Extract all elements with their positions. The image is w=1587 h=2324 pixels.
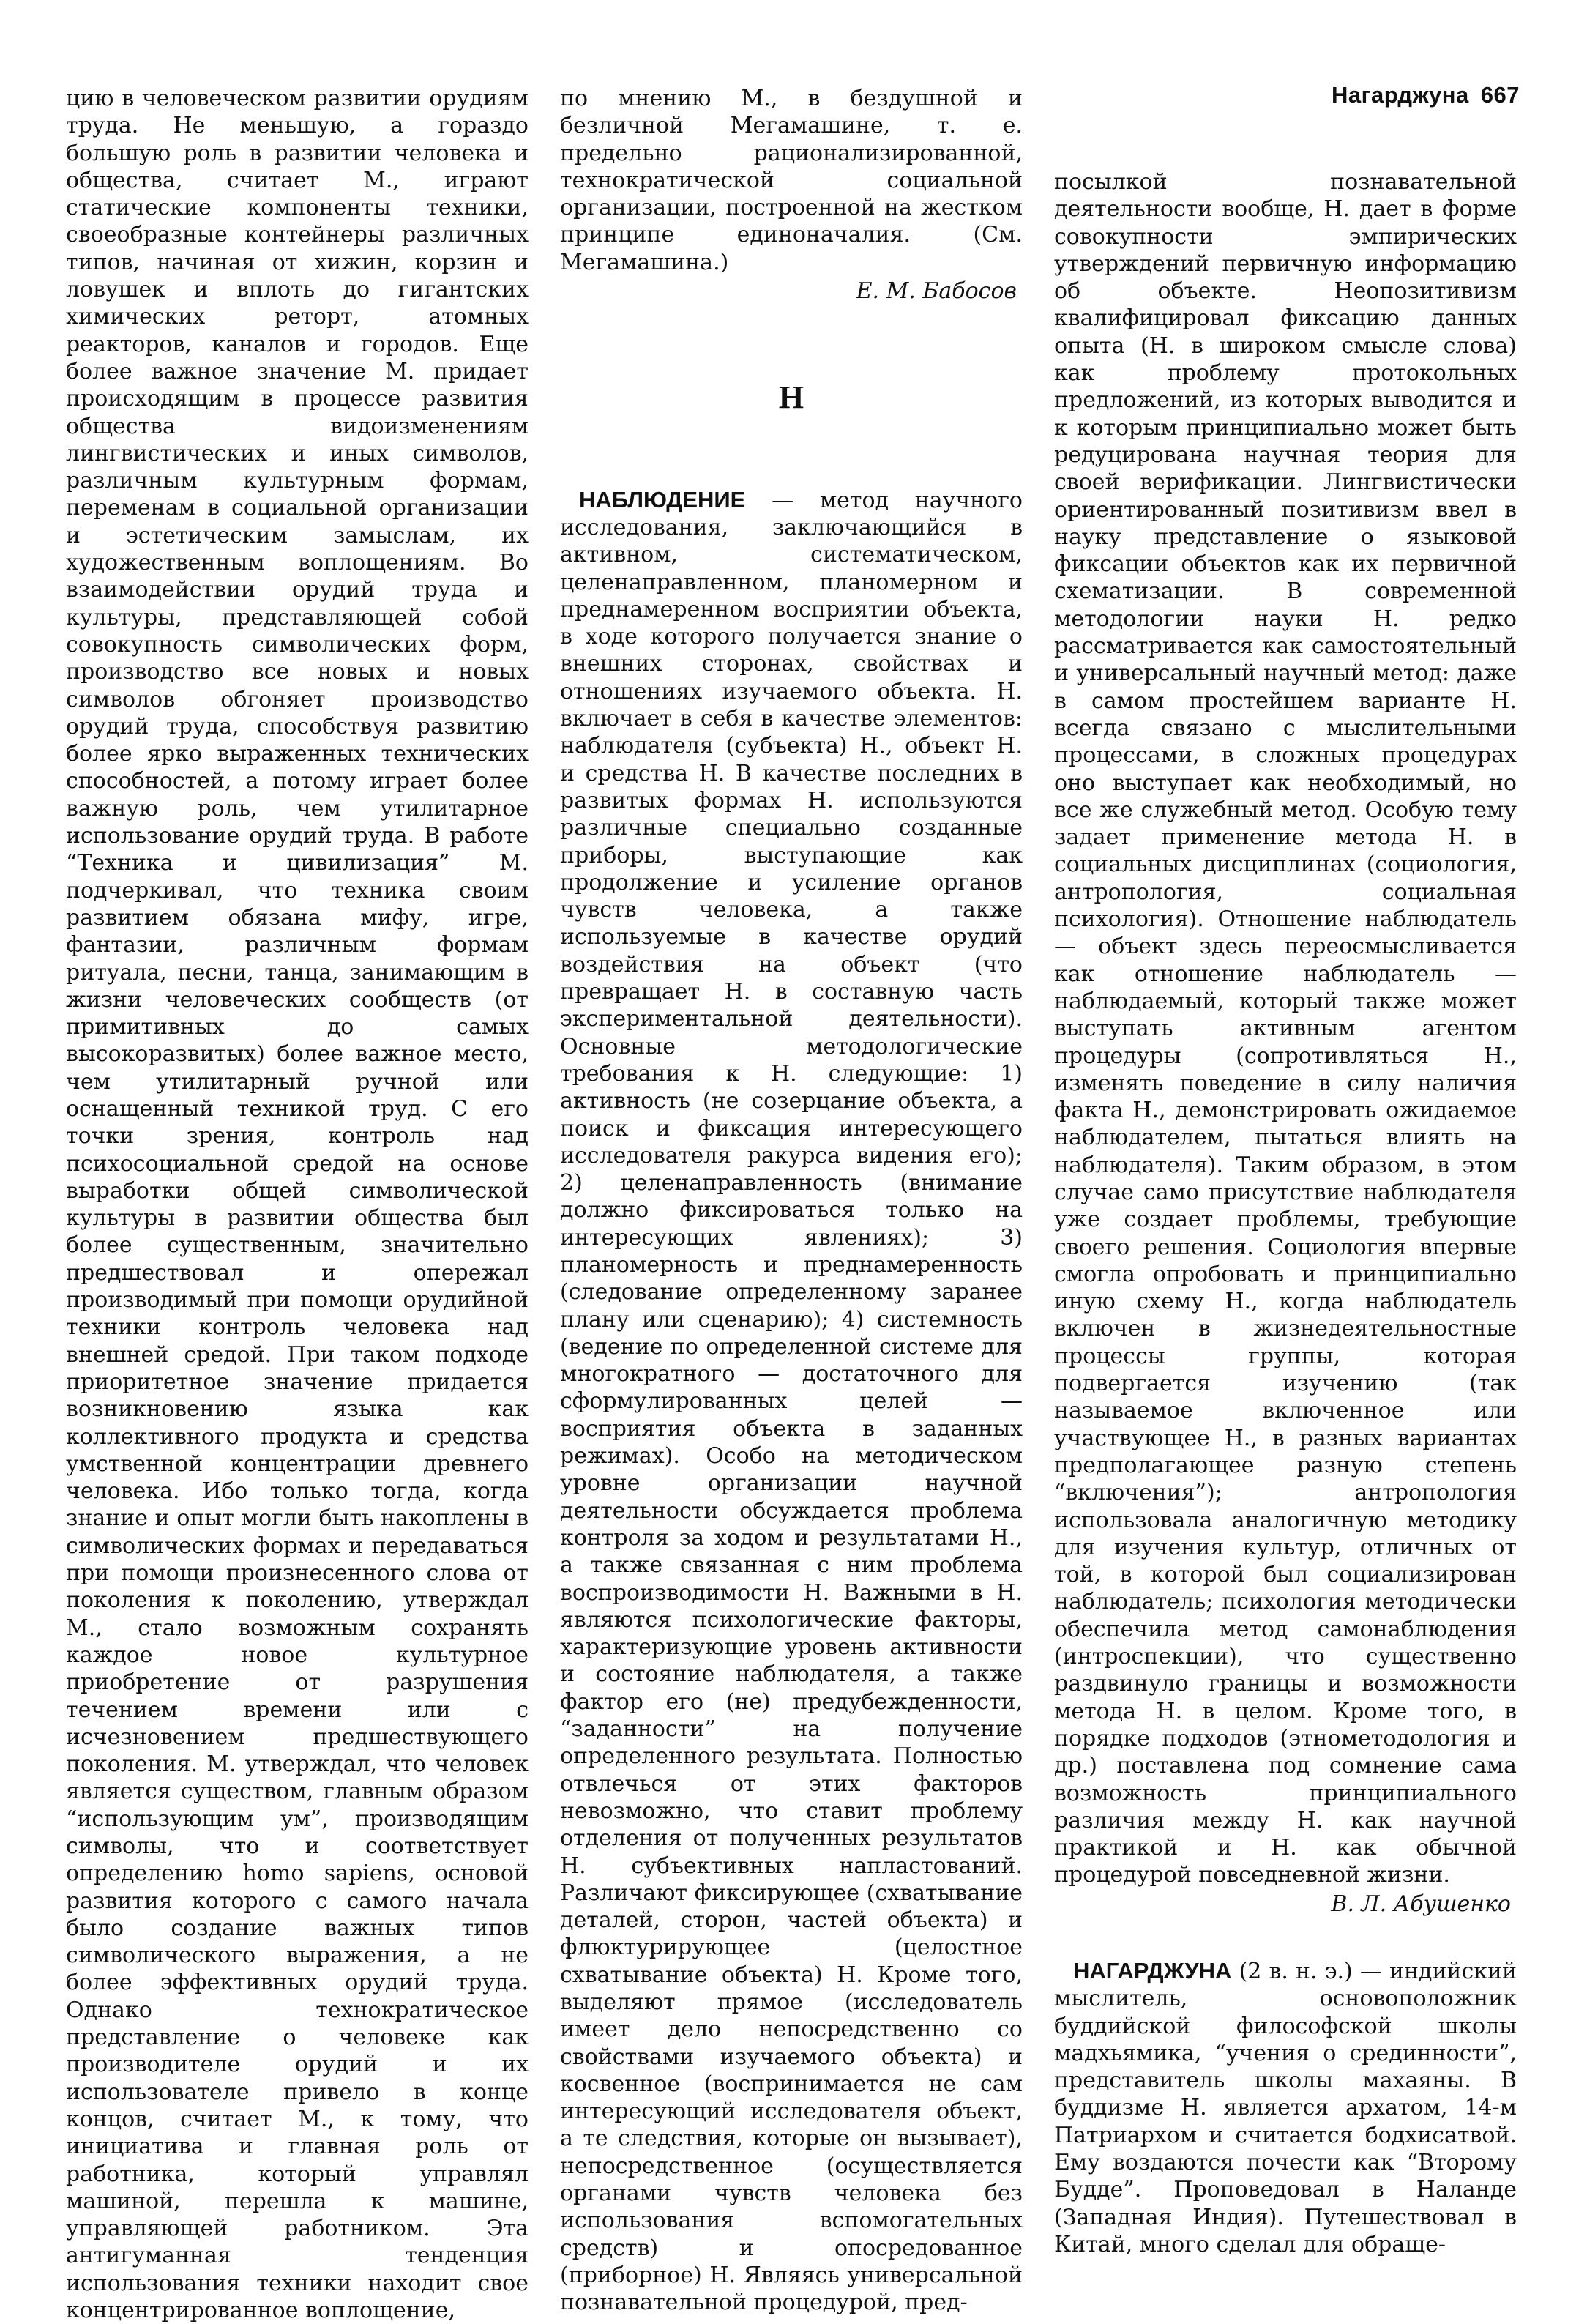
author-babosov: Е. М. Бабосов [856,278,1017,305]
column-1-text: цию в человеческом развитии орудиям труда. Не меньшую, а гораздо большую роль в развитии человека и общества, считает М., играют статические компоненты техники, своеобразные контейнеры различных типов, начиная от хижин, корзин и ловушек и вплоть до гигантских химических реторт, атомных реакторов, каналов и городов. Еще более важное значение М. придает происходящим в процессе развития общества видоизменениям лингвистических и иных символов, различным культурным формам, переменам в социальной организации и эстетическим замыслам, их художественным воплощениям. Во взаимодействии орудий труда и культуры, представляющей собой совокупность символических форм, производство все новых и новых символов обгоняет производство орудий труда, способствуя развитию более ярко выраженных технических способностей, а потому играет более важную роль, чем утилитарное использование орудий труда. В работе “Техника и цивилизация” М. подчеркивал, что техника своим развитием обязана мифу, игре, фантазии, различным формам ритуала, песни, танца, занимающим в жизни человеческих сообществ (от примитивных до самых высокоразвитых) более важное место, чем утилитарный ручной или оснащенный техникой труд. С его точки зрения, контроль над психосоциальной средой на основе выработки общей символической культуры в развитии общества был более существенным, значительно предшествовал и опережал производимый при помощи орудийной техники контроль человека над внешней средой. При таком подходе приоритетное значение придается возникновению языка как коллективного продукта и средства умственной концентрации древнего человека. Ибо только тогда, когда знание и опыт могли быть накоплены в символических формах и передаваться при помощи произнесенного слова от поколения к поколению, утверждал М., стало возможным сохранять каждое новое культурное приобретение от разрушения течением времени или с исчезновением предшествующего поколения. М. утверждал, что человек является существом, главным образом “использующим ум”, производящим символы, что и соответствует определению homo sapiens, основой развития которого с самого начала было создание важных типов символического выражения, а не более эффективных орудий труда. Однако технократическое представление о человеке как производителе орудий и их использователе привело в конце концов, считает М., к тому, что инициатива и главная роль от работника, который управлял машиной, перешла к машине, управляющей работником. Эта антигуманная тенденция использования техники находит свое концентрированное воплощение, [66,86,529,2324]
section-letter: Н [778,379,804,416]
entry-separator [1054,1918,1517,1957]
entry-observation-text: — метод научного исследования, заключающийся в активном, систематическом, целенаправленном, планомерном и преднамеренном восприятии объекта, в ходе которого получается знание о внешних сторонах, свойствах и отношениях изучаемого объекта. Н. включает в себя в качестве элементов: наблюдателя (субъекта) Н., объект Н. и средства Н. В качестве последних в развитых формах Н. используются различные специально созданные приборы, выступающие как продолжение и усиление органов чувств человека, а также используемые в качестве орудий воздействия на объект (что превращает Н. в составную часть экспериментальной деятельности). Основные методологические требования к Н. следующие: 1) активность (не созерцание объекта, а поиск и фиксация интересующего исследователя ракурса видения его); 2) целенаправленность (внимание должно фиксироваться только на интересующих явлениях); 3) планомерность и преднамеренность (следование определенному заранее плану или сценарию); 4) системность (ведение по определенной системе для многократного — достаточного для сформулированных целей — восприятия объекта в заданных режимах). Особо на методическом уровне организации научной деятельности обсуждается проблема контроля за ходом и результатами Н., а также связанная с ним проблема воспроизводимости Н. Важными в Н. являются психологические факторы, характеризующие уровень активности и состояние наблюдателя, а также фактор его (не) предубежденности, “заданности” на получение определенного результата. Полностью отвлечься от этих факторов невозможно, что ставит проблему отделения от полученных результатов Н. субъективных напластований. Различают фиксирующее (схватывание деталей, сторон, частей объекта) и флюктурирующее (целостное схватывание объекта) Н. Кроме того, выделяют прямое (исследователь имеет дело непосредственно со свойствами изучаемого объекта) и косвенное (воспринимается не сам интересующий исследователя объект, а те следствия, которые он вызывает), непосредственное (осуществляется органами чувств человека без использования вспомогательных средств) и опосредованное (приборное) Н. Являясь универсальной познавательной процедурой, пред- [560,487,1023,2316]
column-1 [66,85,529,2324]
column-2 [560,85,1023,2317]
entry-nagarjuna [1054,1957,1517,2258]
column-3-text: посылкой познавательной деятельности вообще, Н. дает в форме совокупности эмпирических утверждений первичную информацию об объекте. Неопозитивизм квалифицировал фиксацию данных опыта (Н. в широком смысле слова) как проблему протокольных предложений, из которых выводится и к которым принципиально может быть редуцирована научная теория для своей верификации. Лингвистически ориентированный позитивизм ввел в науку представление о языковой фиксации объектов как их первичной схематизации. В современной методологии науки Н. редко рассматривается как самостоятельный и универсальный научный метод: даже в самом простейшем варианте Н. всегда связано с мыслительными процессами, в сложных процедурах оно выступает как необходимый, но все же служебный метод. Особую тему задает применение метода Н. в социальных дисциплинах (социология, антропология, социальная психология). Отношение наблюдатель — объект здесь переосмысливается как отношение наблюдатель — наблюдаемый, который также может выступать активным агентом процедуры (сопротивляться Н., изменять поведение в силу наличия факта Н., демонстрировать ожидаемое наблюдателем, пытаться влиять на наблюдателя). Таким образом, в этом случае само присутствие наблюдателя уже создает проблемы, требующие своего решения. Социология впервые смогла опробовать и принципиально иную схему Н., когда наблюдатель включен в жизнедеятельностные процессы группы, которая подвергается изучению (так называемое включенное или участвующее Н., в разных вариантах предполагающее разную степень “включения”); антропология использовала аналогичную методику для изучения культур, отличных от той, в которой был социализирован наблюдатель; психология методически обеспечила метод самонаблюдения (интроспекции), что существенно раздвинуло границы и возможности метода Н. в целом. Кроме того, в порядке подходов (этнометодология и др.) поставлена под сомнение сама возможность принципиального различия между Н. как научной практикой и Н. как обычной процедурой повседневной жизни. [1054,169,1517,1888]
page-number: 667 [1480,82,1520,108]
entry-nagarjuna-headword: НАГАРДЖУНА [1073,1958,1232,1984]
entry-nagarjuna-text: (2 в. н. э.) — индийский мыслитель, основоположник буддийской философской школы мадхьямика, “учения о срединности”, представитель школы махаяны. В буддизме Н. является архатом, 14-м Патриархом и считается бодхисатвой. Ему воздаются почести как “Второму Будде”. Проповедовал в Наланде (Западная Индия). Путешествовал в Китай, много сделал для обраще- [1054,1959,1517,2257]
column-3 [1054,168,1517,2258]
entry-observation [560,486,1023,2317]
header-title: Нагарджуна [1331,82,1469,108]
author-abushenko: В. Л. Абушенко [1331,1891,1511,1917]
column-2-intro: по мнению М., в бездушной и безличной Мегамашине, т. е. предельно рационализированной, технократической социальной организации, построенной на жестком принципе единоначалия. (См. Мегамашина.) [560,86,1023,275]
entry-observation-headword: НАБЛЮДЕНИЕ [579,486,746,513]
running-header [1332,82,1520,108]
